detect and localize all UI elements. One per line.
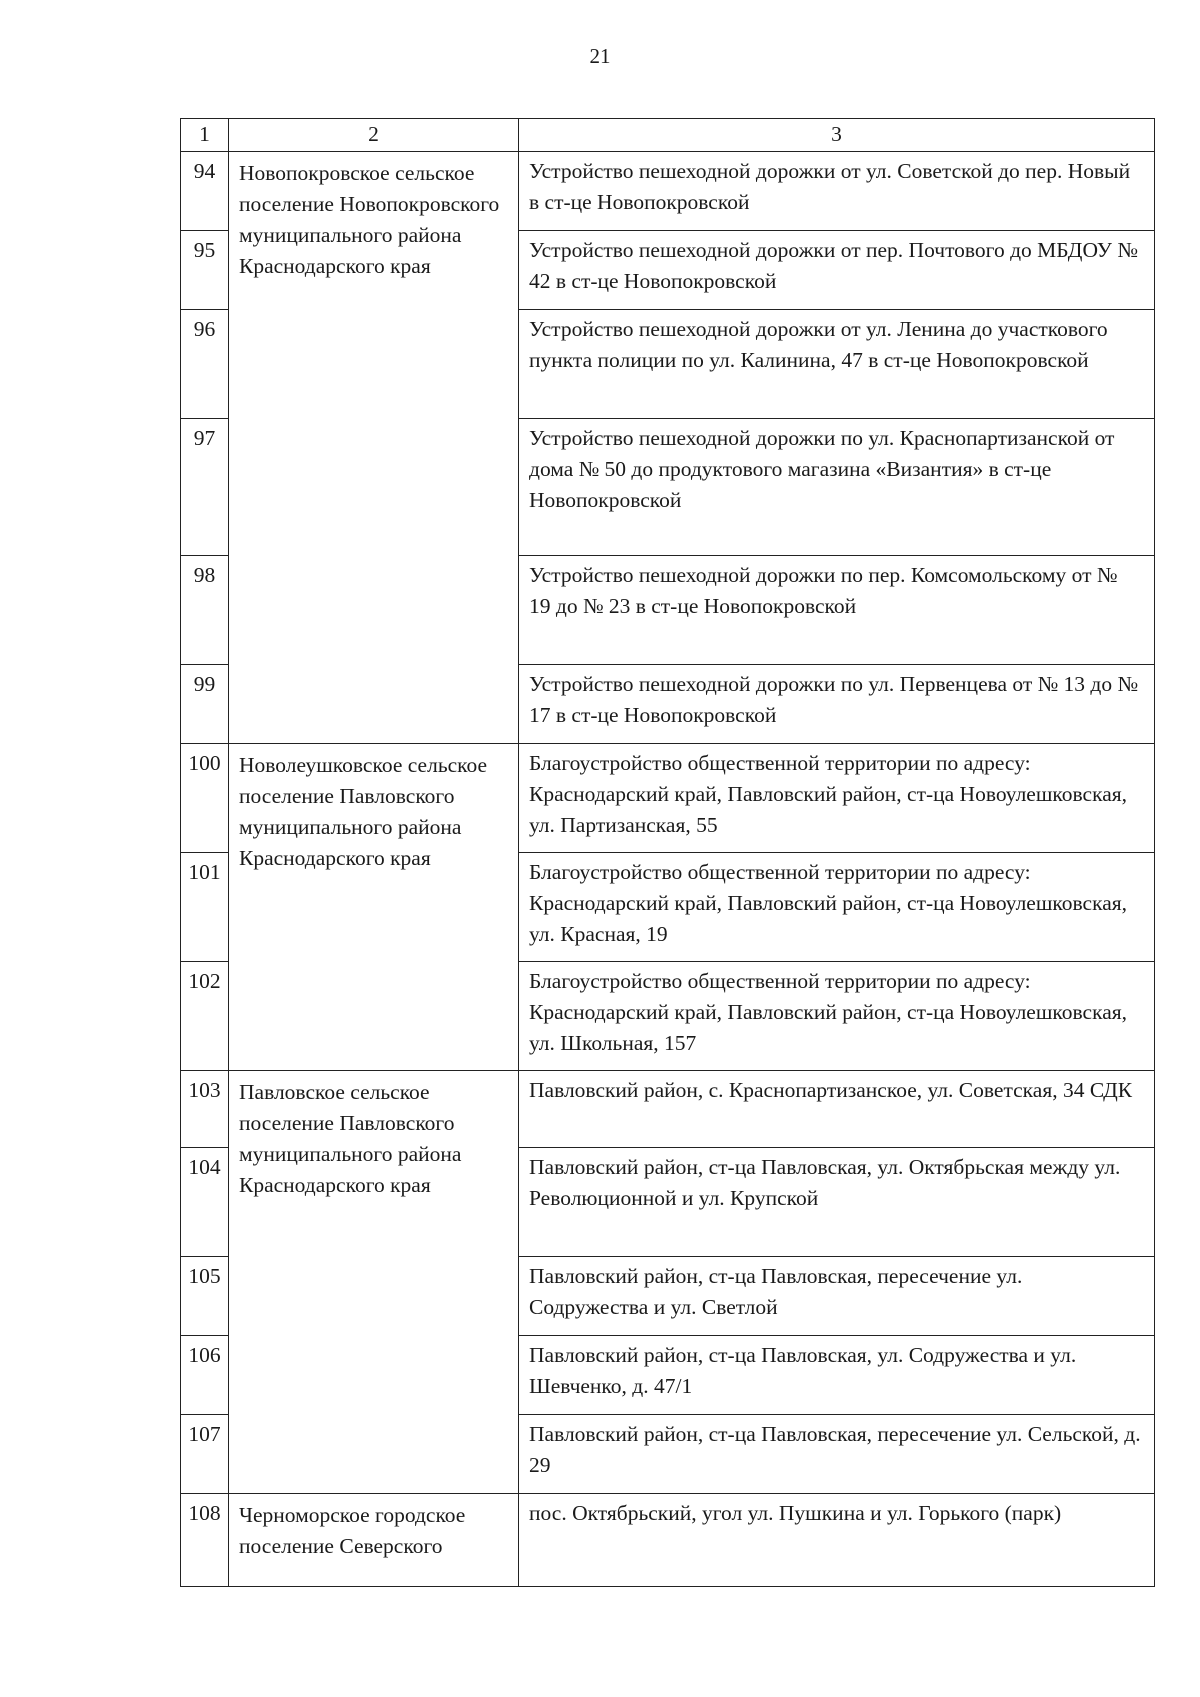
row-number: 97 [181,419,229,556]
object-description: Благоустройство общественной территории по адресу: Краснодарский край, Павловский район, ст-ца Новоулешковская, ул. Партизанская, 55 [519,744,1155,853]
table-row [181,1071,1155,1148]
row-number: 94 [181,152,229,231]
header-col-2: 2 [229,119,519,152]
table-row [181,152,1155,231]
table-row [181,1494,1155,1587]
row-number: 100 [181,744,229,853]
object-description: Павловский район, ст-ца Павловская, пересечение ул. Сельской, д. 29 [519,1415,1155,1494]
row-number: 95 [181,231,229,310]
row-number: 99 [181,665,229,744]
header-col-3: 3 [519,119,1155,152]
object-description: Павловский район, с. Краснопартизанское, ул. Советская, 34 СДК [519,1071,1155,1148]
row-number: 108 [181,1494,229,1587]
row-number: 98 [181,556,229,665]
object-description: Благоустройство общественной территории по адресу: Краснодарский край, Павловский район, ст-ца Новоулешковская, ул. Красная, 19 [519,853,1155,962]
table-row [181,744,1155,853]
object-description: пос. Октябрьский, угол ул. Пушкина и ул. Горького (парк) [519,1494,1155,1587]
row-number: 104 [181,1148,229,1257]
row-number: 105 [181,1257,229,1336]
object-description: Устройство пешеходной дорожки от ул. Ленина до участкового пункта полиции по ул. Калинина, 47 в ст-це Новопокровской [519,310,1155,419]
object-description: Павловский район, ст-ца Павловская, пересечение ул. Содружества и ул. Светлой [519,1257,1155,1336]
object-description: Устройство пешеходной дорожки от пер. Почтового до МБДОУ № 42 в ст-це Новопокровской [519,231,1155,310]
object-description: Благоустройство общественной территории по адресу: Краснодарский край, Павловский район, ст-ца Новоулешковская, ул. Школьная, 157 [519,962,1155,1071]
row-number: 103 [181,1071,229,1148]
table-header-row [181,119,1155,152]
object-description: Устройство пешеходной дорожки по ул. Первенцева от № 13 до № 17 в ст-це Новопокровской [519,665,1155,744]
settlement-name: Новолеушковское сельское поселение Павловского муниципального района Краснодарского края [229,744,519,1071]
settlement-name: Павловское сельское поселение Павловского муниципального района Краснодарского края [229,1071,519,1494]
row-number: 106 [181,1336,229,1415]
object-description: Устройство пешеходной дорожки по ул. Краснопартизанской от дома № 50 до продуктового магазина «Византия» в ст-це Новопокровской [519,419,1155,556]
document-table [180,118,1155,1587]
object-description: Павловский район, ст-ца Павловская, ул. Октябрьская между ул. Революционной и ул. Крупской [519,1148,1155,1257]
row-number: 96 [181,310,229,419]
object-description: Устройство пешеходной дорожки от ул. Советской до пер. Новый в ст-це Новопокровской [519,152,1155,231]
header-col-1: 1 [181,119,229,152]
object-description: Павловский район, ст-ца Павловская, ул. Содружества и ул. Шевченко, д. 47/1 [519,1336,1155,1415]
page-number: 21 [589,44,611,68]
object-description: Устройство пешеходной дорожки по пер. Комсомольскому от № 19 до № 23 в ст-це Новопокровской [519,556,1155,665]
row-number: 102 [181,962,229,1071]
settlement-name: Новопокровское сельское поселение Новопокровского муниципального района Краснодарского края [229,152,519,744]
row-number: 107 [181,1415,229,1494]
row-number: 101 [181,853,229,962]
settlement-name: Черноморское городское поселение Северского [229,1494,519,1587]
